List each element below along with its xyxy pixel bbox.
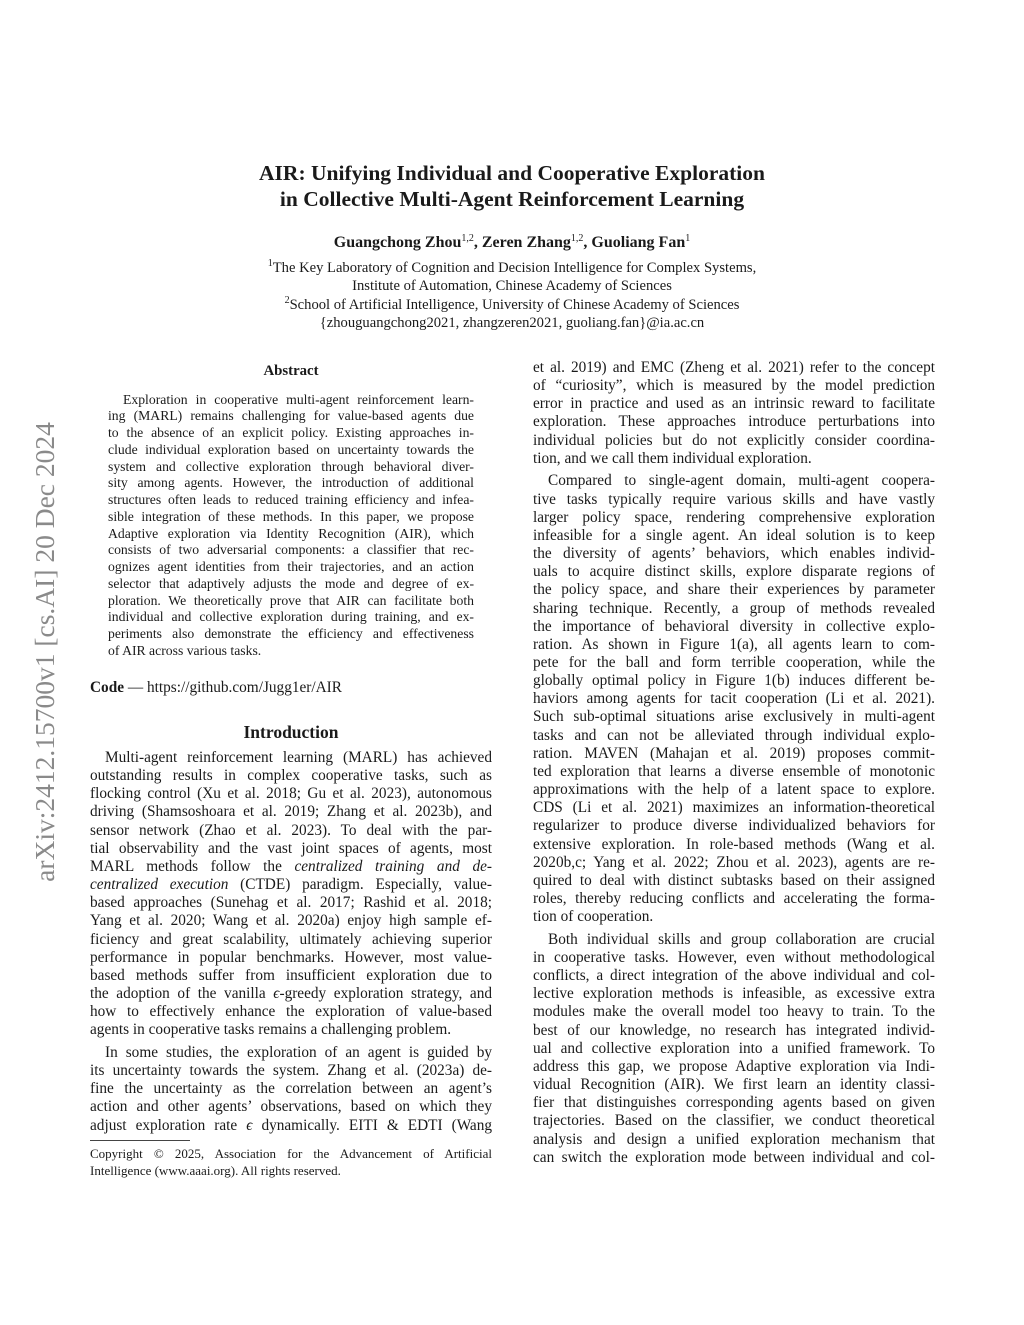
text-line: best of our knowledge, no research has integrated individ- [533,1021,935,1039]
text-line: individual policies but do not explicitly consider coordina- [533,431,935,449]
text-line: based methods suffer from insufficient exploration due to [90,966,492,984]
footnote-rule [90,1140,190,1141]
text-line: performance in popular benchmarks. However, most value- [90,948,492,966]
text-line: tial observability and the vast joint spaces of agents, most [90,839,492,857]
text-line: based approaches (Sunehag et al. 2017; Rashid et al. 2018; [90,894,492,912]
email-text: {zhouguangchong2021, zhangzeren2021, guoliang.fan}@ia.ac.cn [319,314,705,331]
text-line: error in practice and used as an intrinsic reward to facilitate [533,395,935,413]
abstract-body [108,392,474,665]
text-line: approximations with the help of a latent space to explore. [533,781,935,799]
text-line: the policy space, and share their experiences by parameter [533,581,935,599]
text-line: quired to deal with distinct subtasks based on their assigned [533,871,935,889]
arxiv-identifier-stamp: arXiv:2412.15700v1 [cs.AI] 20 Dec 2024 [29,422,60,882]
italic-text: centralized execution [90,876,229,894]
text-line: conflicts, a direct integration of the above individual and col- [533,967,935,985]
text-segment: MARL methods follow the [90,857,295,875]
paragraph [533,472,935,926]
text-line: globally optimal policy in Figure 1(b) induces different be- [533,672,935,690]
text-line: selector that adaptively adjusts the mode and degree of ex- [108,575,474,591]
text-line: Such sub-optimal situations arise exclusively in multi-agent [533,708,935,726]
italic-text: ϵ [273,985,280,1003]
text-line: larger policy space, rendering comprehensive exploration [533,508,935,526]
text-line: modules make the overall model too heavy to train. To the [533,1003,935,1021]
text-line: uals to acquire distinct skills, explore disparate regions of [533,563,935,581]
text-line: Multi-agent reinforcement learning (MARL) has achieved [105,749,492,766]
text-line: sensor network (Zhao et al. 2023). To deal with the par- [90,821,492,839]
text-line: sible integration of these methods. In this paper, we propose [108,508,474,524]
author-emails [0,314,1024,332]
text-line: periments also demonstrate the efficiency and effectiveness [108,626,474,642]
text-line: lective exploration methods is infeasible, as excessive extra [533,985,935,1003]
text-line: agents in cooperative tasks remains a challenging problem. [90,1021,452,1039]
text-line: driving (Shamsoshoara et al. 2019; Zhang et al. 2023b), and [90,803,492,821]
text-line [90,1117,492,1135]
text-line: ual and collective exploration into a unified framework. To [533,1039,935,1057]
code-label: Code [90,679,124,696]
author-affiliation-mark: 1,2 [570,233,584,244]
text-line [90,876,492,894]
author-name: Guoliang Fan [591,234,686,251]
text-line: fine the uncertainty as the correlation between an agent’s [90,1080,492,1098]
text-line: ing (MARL) remains challenging for value-based agents due [108,408,474,424]
text-line: system and collective exploration through behavioral diver- [108,458,474,474]
title-line: AIR: Unifying Individual and Cooperative Exploration [259,161,765,185]
author-separator: , [473,234,482,251]
text-line: infeasible for a single agent. An ideal solution is to keep [533,526,935,544]
text-line: ploration. We theoretically prove that AIR can facilitate both [108,592,474,608]
text-line: in cooperative tasks. However, even without methodological [533,949,935,966]
text-line: clude individual exploration based on uncertainty towards the [108,441,474,457]
author-affiliation-mark: 1,2 [461,233,474,244]
text-line: extensive exploration. In role-based methods (Wang et al. [533,835,935,853]
text-line: In some studies, the exploration of an agent is guided by [105,1044,492,1061]
text-line: Exploration in cooperative multi-agent reinforcement learn- [123,391,474,407]
text-line: vidual Recognition (AIR). We first learn an identity classi- [533,1076,935,1094]
affiliation-text: School of Artificial Intelligence, University of Chinese Academy of Sciences [289,296,740,313]
text-segment: the adoption of the vanilla [90,985,274,1003]
right-column-body [533,359,935,1171]
paragraph [90,749,492,1040]
text-line: outstanding results in complex cooperative tasks, such as [90,767,492,785]
text-line: 2020b,c; Yang et al. 2022; Zhou et al. 2023), agents are re- [533,853,935,871]
text-line: tive tasks typically require various skills and have vastly [533,490,935,508]
code-link-line [90,679,342,697]
text-line: how to effectively enhance the exploration of value-based [90,1003,492,1021]
text-line: tion, and we call them individual exploration. [533,449,812,467]
text-line: ficiency and great scalability, ultimately achieving superior [90,930,492,948]
paper-title [0,160,1024,212]
text-line: can switch the exploration mode between individual and col- [533,1148,935,1166]
text-line: address this gap, we propose Adaptive exploration via Indi- [533,1057,935,1075]
text-line: pete for the ball and form terrible cooperation, while the [533,654,935,671]
paragraph [533,931,935,1167]
author-name: Guangchong Zhou [333,234,462,251]
italic-text: centralized training and de- [294,857,492,875]
code-url[interactable]: — https://github.com/Jugg1er/AIR [124,679,342,696]
paragraph [90,1145,492,1179]
text-line: trajectories. Based on the classifier, we conduct theoretical [533,1112,935,1130]
text-line: consists of two adversarial components: a classifier that rec- [108,542,474,558]
text-line: of “curiosity”, which is measured by the model prediction [533,377,935,395]
text-line: et al. 2019) and EMC (Zheng et al. 2021) refer to the concept [533,359,935,376]
text-line: ognizes agent identities from their trajectories, and an action [108,559,474,575]
author-separator: , [583,234,592,251]
text-line [90,858,492,876]
affiliation-text: Institute of Automation, Chinese Academy of Sciences [352,278,672,295]
text-line: regularizer to produce diverse individualized behaviors for [533,817,935,835]
affiliation-line [0,259,1024,277]
text-line: structures often leads to reduced training efficiency and infea- [108,492,474,508]
text-segment: adjust exploration rate [90,1116,247,1134]
text-line: tasks and can not be alleviated through individual explo- [533,726,935,744]
text-line: its uncertainty towards the system. Zhang et al. (2023a) de- [90,1062,492,1080]
introduction-body [90,749,492,1139]
text-line: Copyright © 2025, Association for the Advancement of Artificial [90,1145,492,1161]
paragraph [108,392,474,660]
author-name: Zeren Zhang [481,234,571,251]
text-line: Both individual skills and group collaboration are crucial [548,930,935,948]
abstract-heading: Abstract [263,363,319,379]
affiliations [0,259,1024,332]
text-line: Adaptive exploration via Identity Recognition (AIR), which [108,525,474,541]
text-segment: (CTDE) paradigm. Especially, value- [228,876,493,894]
text-line: Yang et al. 2020; Wang et al. 2020a) enjoy high sample ef- [90,912,492,930]
text-line: sharing technique. Recently, a group of methods revealed [533,599,935,617]
author-list [0,232,1024,254]
text-line: flocking control (Xu et al. 2018; Gu et al. 2023), autonomous [90,785,492,803]
text-line: analysis and design a unified exploration mechanism that [533,1130,935,1148]
text-line: to the absence of an explicit policy. Existing approaches in- [108,425,474,441]
text-line: Intelligence (www.aaai.org). All rights reserved. [90,1162,341,1178]
affiliation-text: The Key Laboratory of Cognition and Decision Intelligence for Complex Systems, [272,260,757,276]
text-line: action and other agents’ observations, based on which they [90,1098,492,1116]
text-line: CDS (Li et al. 2021) maximizes an information-theoretical [533,799,935,817]
affiliation-line [0,296,1024,314]
title-line: in Collective Multi-Agent Reinforcement Learning [279,187,745,211]
text-line: roles, thereby reducing conflicts and accelerating the forma- [533,890,935,908]
text-line [90,985,492,1003]
italic-text: ϵ [246,1116,253,1134]
text-line: ration. MAVEN (Mahajan et al. 2019) proposes commit- [533,744,935,762]
text-line: exploration. These approaches introduce perturbations into [533,413,935,431]
text-line: fier that distinguishes corresponding agents based on given [533,1094,935,1112]
text-line: ted exploration that learns a diverse ensemble of monotonic [533,762,935,780]
affiliation-mark: 2 [284,294,290,306]
text-segment: dynamically. EITI & EDTI (Wang [252,1116,492,1134]
text-line: tion of cooperation. [533,908,654,926]
text-line: ration. As shown in Figure 1(a), all agents learn to com- [533,635,935,653]
paragraph [533,359,935,468]
text-line: Compared to single-agent domain, multi-agent coopera- [548,472,935,490]
text-line: of AIR across various tasks. [108,642,262,658]
introduction-heading: Introduction [243,722,339,742]
text-line: the importance of behavioral diversity in collective explo- [533,617,935,635]
affiliation-line [0,277,1024,295]
text-line: the diversity of agents’ behaviors, which enables individ- [533,545,935,563]
text-line: individual and collective exploration during training, and ex- [108,609,474,625]
affiliation-mark: 1 [267,258,273,269]
text-line: haviors among agents for tacit cooperation (Li et al. 2021). [533,690,935,708]
paragraph [90,1044,492,1135]
author-affiliation-mark: 1 [685,233,691,244]
text-segment: -greedy exploration strategy, and [279,985,492,1003]
text-line: sity among agents. However, the introduction of additional [108,475,474,491]
copyright-footnote [90,1145,492,1184]
